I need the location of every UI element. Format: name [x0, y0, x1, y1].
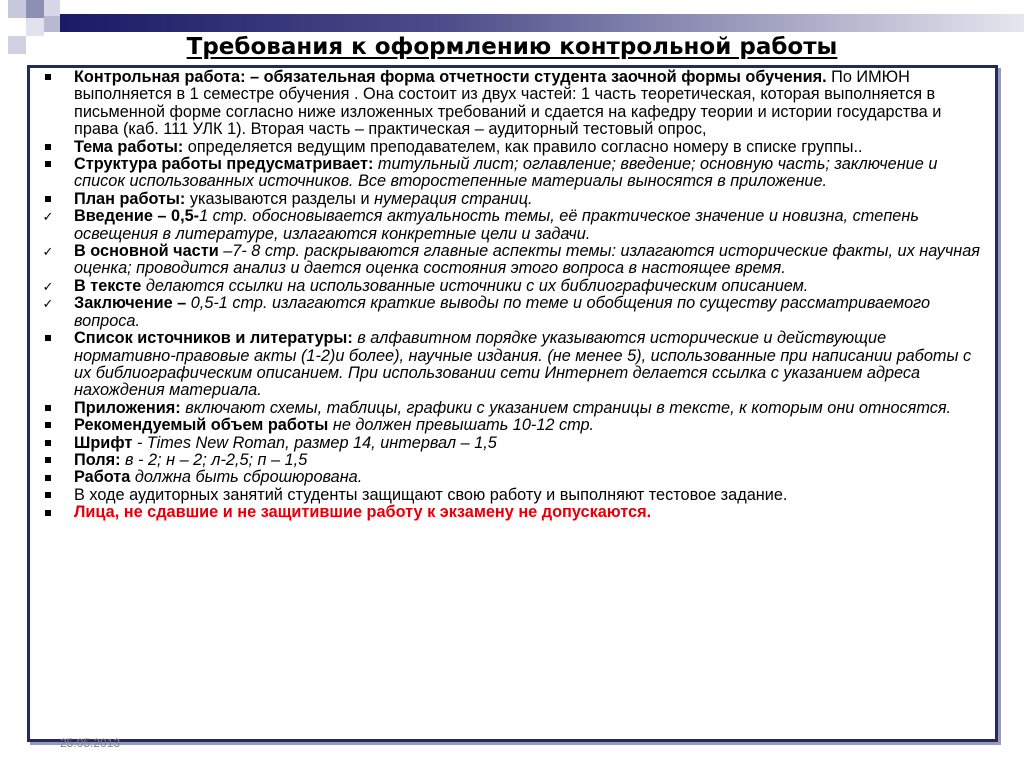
list-item — [36, 191, 984, 208]
square-bullet-icon — [38, 487, 58, 504]
list-item — [36, 504, 984, 521]
item-text: Тема работы: — [74, 137, 184, 156]
item-text: - Times New Roman, размер 14, интервал – 1,5 — [132, 433, 497, 452]
check-bullet-icon: ✓ — [42, 296, 54, 312]
item-text: В тексте — [74, 276, 142, 295]
item-text: – — [172, 294, 191, 313]
square-bullet-icon — [38, 191, 58, 208]
item-text: –7- 8 стр. раскрываются главные аспекты темы: излагаются исторические факты, их научная оценка; проводится анализ и дается оценка состояния этого вопроса в настоящее время. — [74, 242, 980, 278]
item-text: По ИМЮН выполняется в 1 семестре обучения . Она состоит из двух частей: 1 часть теоретическая, которая выполняется в письменной форме согласно ниже изложенных требований и сдается на кафедру теории и истории государства и права (каб. 111 УЛК 1). Вторая часть – практическая – аудиторный тестовый опрос, — [74, 68, 942, 139]
square-bullet-icon — [38, 330, 58, 347]
item-text: Заключение — [74, 294, 173, 313]
item-text: Лица, не сдавшие и не защитившие работу к экзамену не допускаются. — [74, 503, 652, 522]
item-text: нумерация страниц. — [374, 189, 533, 208]
list-item — [36, 469, 984, 486]
list-item — [36, 330, 984, 400]
list-item — [36, 295, 984, 330]
list-item — [36, 452, 984, 469]
item-text: Поля: — [74, 450, 121, 469]
item-text: Шрифт — [74, 433, 133, 452]
item-text: указываются разделы и — [185, 189, 375, 208]
item-text: План работы: — [74, 189, 186, 208]
square-bullet-icon — [38, 139, 58, 156]
square-bullet-icon — [38, 469, 58, 486]
list-item — [36, 400, 984, 417]
item-text: титульный лист; оглавление; введение; основную часть; заключение и список использованных источников. Все второстепенные материалы выносятся в приложение. — [74, 155, 938, 191]
item-text: в алфавитном порядке указываются исторические и действующие нормативно-правовые акты (1-2)и более), научные издания. (не менее 5), использованные при написании работы с их библиографическим описанием. При использовании сети Интернет делается ссылка с указанием адреса нахождения материала. — [74, 329, 972, 400]
list-item — [36, 139, 984, 156]
check-bullet-icon: ✓ — [42, 278, 54, 294]
item-text: 1 стр. обосновывается актуальность темы, её практическое значение и новизна, степень освещения в литературе, излагаются конкретные цели и задачи. — [74, 207, 919, 243]
slide-title: Требования к оформлению контрольной работы — [186, 34, 838, 60]
square-bullet-icon — [38, 417, 58, 434]
item-text: Приложения: — [74, 398, 181, 417]
requirements-list — [36, 69, 984, 522]
item-text: делаются ссылки на использованные источники с их библиографическим описанием. — [141, 276, 809, 295]
item-text: должна быть сброшюрована. — [130, 468, 363, 487]
item-text: 0,5-1 стр. излагаются краткие выводы по теме и обобщения по существу рассматриваемого вопроса. — [74, 294, 931, 330]
item-text: Работа — [74, 468, 131, 487]
item-text: не должен превышать 10-12 стр. — [328, 416, 595, 435]
square-bullet-icon — [38, 69, 58, 86]
item-text: в - 2; н – 2; л-2,5; п – 1,5 — [120, 450, 308, 469]
list-item — [36, 435, 984, 452]
list-item — [36, 243, 984, 278]
item-text: Рекомендуемый объем работы — [74, 416, 329, 435]
list-item — [36, 69, 984, 139]
footer-date: 25.05.2013 — [60, 736, 121, 750]
square-bullet-icon — [38, 435, 58, 452]
item-text: включают схемы, таблицы, графики с указанием страницы в тексте, к которым они относятся. — [180, 398, 952, 417]
item-text: Список источников и литературы: — [74, 329, 353, 348]
check-bullet-icon: ✓ — [42, 209, 54, 225]
item-text: В ходе аудиторных занятий студенты защищают свою работу и выполняют тестовое задание. — [74, 485, 788, 504]
list-item — [36, 156, 984, 191]
item-text: – 0,5- — [152, 207, 200, 226]
list-item — [36, 278, 984, 295]
square-bullet-icon — [38, 156, 58, 173]
item-text: Контрольная работа: – обязательная форма отчетности студента заочной формы обучения. — [74, 68, 827, 86]
square-bullet-icon — [38, 400, 58, 417]
item-text: Структура работы предусматривает: — [74, 155, 374, 174]
item-text: определяется ведущим преподавателем, как правило согласно номеру в списке группы.. — [183, 137, 863, 156]
list-item — [36, 487, 984, 504]
list-item — [36, 417, 984, 434]
square-bullet-icon — [38, 504, 58, 521]
item-text: Введение — [74, 207, 153, 226]
item-text: В основной части — [74, 242, 219, 261]
title-bar-decoration — [60, 14, 1024, 32]
list-item — [36, 208, 984, 243]
square-bullet-icon — [38, 452, 58, 469]
check-bullet-icon: ✓ — [42, 244, 54, 260]
